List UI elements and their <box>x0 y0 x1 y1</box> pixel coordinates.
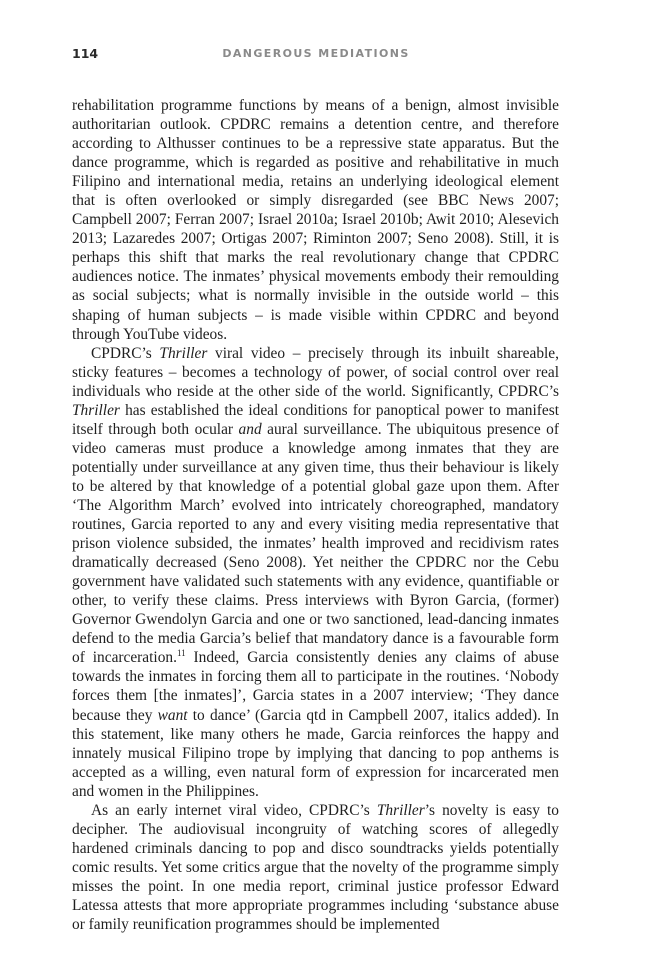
text-segment: ’s novelty is easy to decipher. The audiovisual incongruity of watching scores of allegedly hardened criminals dancing to pop and disco soundtracks yields potentially comic results. Yet some critics argue that the novelty of the programme simply misses the point. In one media report, criminal justice professor Edward Latessa attests that more appropriate programmes including ‘substance abuse or family reunification programmes should be implemented <box>72 801 560 934</box>
text-segment: aural surveillance. The ubiquitous presence of video cameras must produce a knowledge among inmates that they are potentially under surveillance at any given time, thus their behaviour is likely to be altered by that knowledge of a potential global gaze upon them. After ‘The Algorithm March’ evolved into intricately choreographed, mandatory routines, Garcia reported to any and every visiting media representative that prison violence subsided, the inmates’ health improved and recidivism rates dramatically decreased (Seno 2008). Yet neither the CPDRC nor the Cebu government have validated such statements with any evidence, quantifiable or other, to verify these claims. Press interviews with Byron Garcia, (former) Governor Gwendolyn Garcia and one or two sanctioned, lead-dancing inmates defend to the media Garcia’s belief that mandatory dance is a favourable form of incarceration. <box>72 420 559 667</box>
page-number: 114 <box>72 46 99 61</box>
paragraph <box>72 96 559 344</box>
italic-text: Thriller <box>72 401 120 419</box>
italic-text: and <box>238 420 262 438</box>
running-head: DANGEROUS MEDIATIONS <box>222 47 410 60</box>
body-text <box>72 96 559 934</box>
text-segment: CPDRC’s <box>91 344 160 362</box>
footnote-reference: 11 <box>176 648 186 659</box>
text-segment: to dance’ (Garcia qtd in Campbell 2007, italics added). In this statement, like many others he made, Garcia reinforces the happy and innately musical Filipino trope by implying that dancing to pop anthems is accepted as a willing, even natural form of expression for incarcerated men and women in the Philippines. <box>72 706 559 800</box>
italic-text: want <box>157 706 188 724</box>
italic-text: Thriller <box>159 344 208 362</box>
text-segment: As an early internet viral video, CPDRC’s <box>91 801 377 819</box>
text-segment: viral video – precisely through its inbuilt shareable, sticky features – becomes a technology of power, of social control over real individuals who reside at the other side of the world. Significantly, CPDRC’s <box>72 344 559 400</box>
text-segment: has established the ideal conditions for panoptical power to manifest itself through both ocular <box>72 401 559 438</box>
paragraph <box>72 801 559 934</box>
text-segment: Indeed, Garcia consistently denies any claims of abuse towards the inmates in forcing them all to participate in the routines. ‘Nobody forces them [the inmates]’, Garcia states in a 2007 interview; ‘They dance because they <box>72 649 559 724</box>
italic-text: Thriller <box>376 801 425 819</box>
text-segment: rehabilitation programme functions by means of a benign, almost invisible authoritarian outlook. CPDRC remains a detention centre, and therefore according to Althusser continues to be a repressive state apparatus. But the dance programme, which is regarded as positive and rehabilitative in much Filipino and international media, retains an underlying ideological element that is often overlooked or simply disregarded (see BBC News 2007; Campbell 2007; Ferran 2007; Israel 2010a; Israel 2010b; Awit 2010; Alesevich 2013; Lazaredes 2007; Ortigas 2007; Riminton 2007; Seno 2008). Still, it is perhaps this shift that marks the real revolutionary change that CPDRC audiences notice. The inmates’ physical movements embody their remoulding as social subjects; what is normally invisible in the outside world – this shaping of human subjects – is made visible within CPDRC and beyond through YouTube videos. <box>72 97 559 343</box>
paragraph <box>72 344 559 801</box>
page-header <box>72 46 560 66</box>
